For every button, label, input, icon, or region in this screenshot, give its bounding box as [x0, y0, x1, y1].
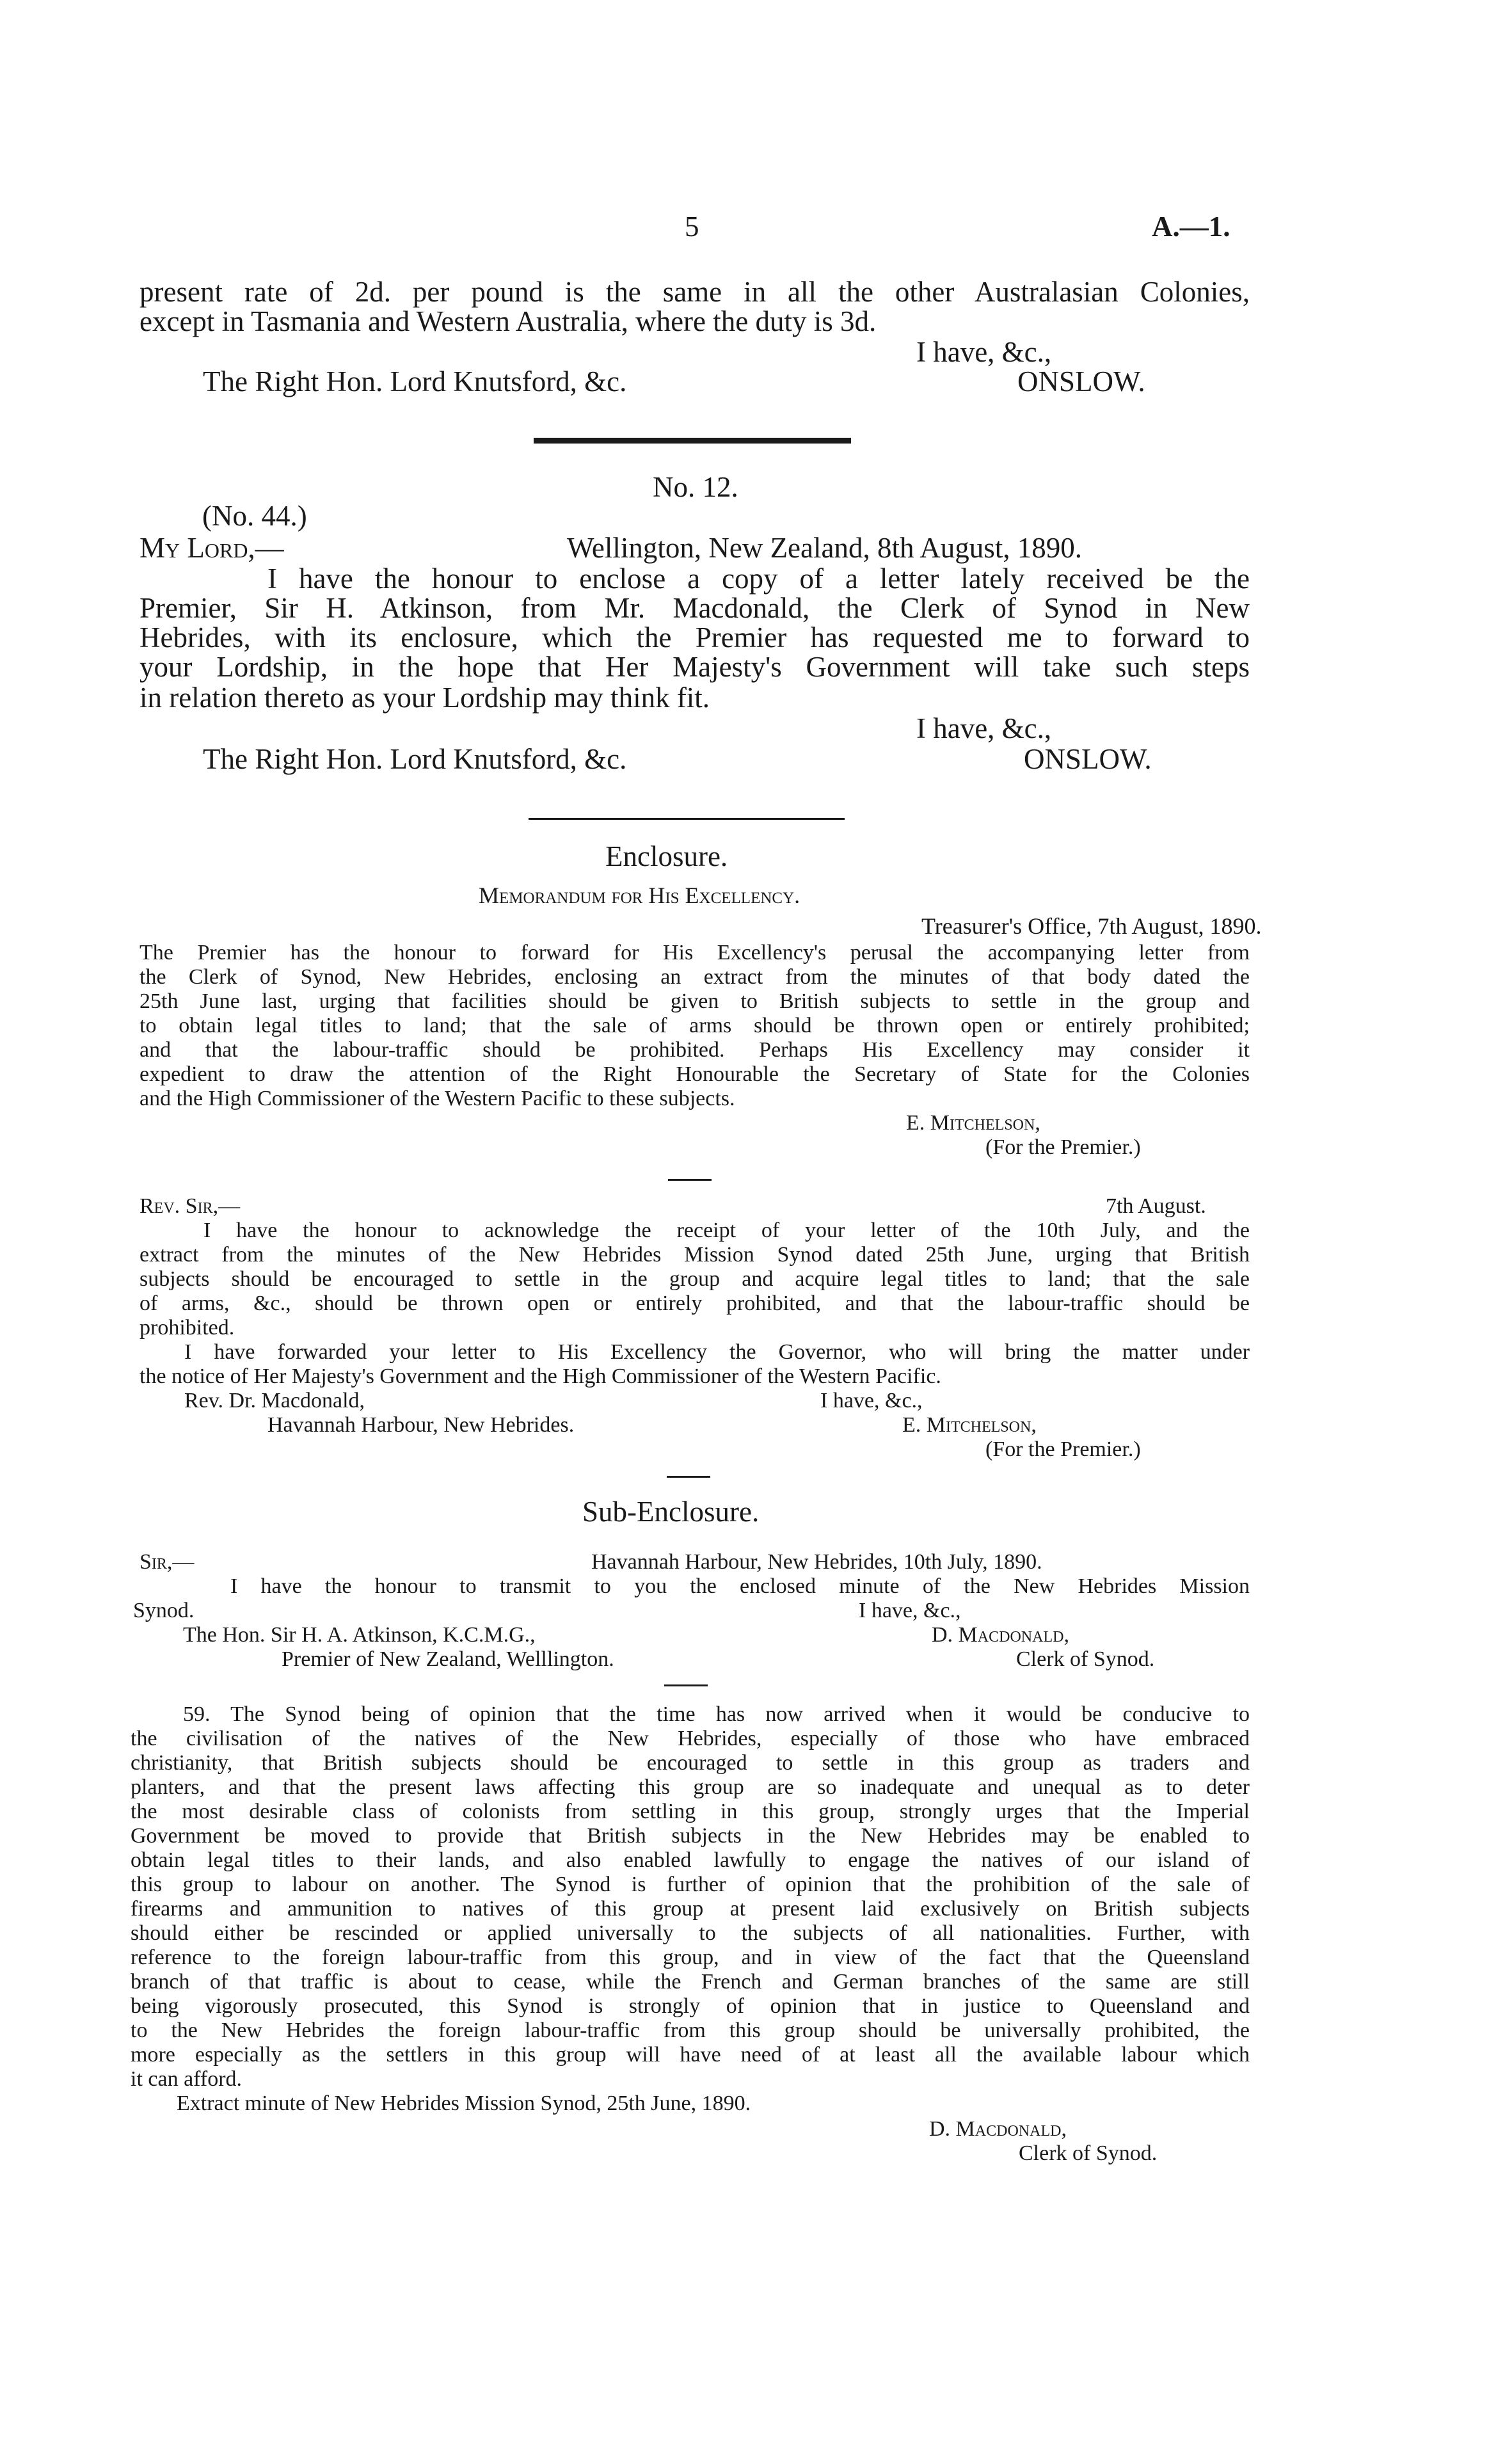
reply-line: the notice of Her Majesty's Government and the High Commissioner of the Western Pacific.	[139, 1364, 941, 1388]
memo-line: 25th June last, urging that facilities should be given to British subjects to settle in the group and	[139, 989, 1250, 1013]
body-line: Hebrides, with its enclosure, which the Premier has requested me to forward to	[139, 621, 1250, 653]
minute-line: more especially as the settlers in this group will have need of at least all the available labour which	[131, 2043, 1250, 2067]
place-date: Wellington, New Zealand, 8th August, 1890.	[567, 532, 1083, 564]
minute-line: to the New Hebrides the foreign labour-traffic from this group should be universally prohibited, the	[131, 2019, 1250, 2042]
memo-line: expedient to draw the attention of the Right Honourable the Secretary of State for the Colonies	[139, 1062, 1250, 1086]
minute-line: reference to the foreign labour-traffic from this group, and in view of the fact that the Queensland	[131, 1946, 1250, 1969]
memorandum-heading: Memorandum for His Excellency.	[479, 883, 800, 908]
closing: I have, &c.,	[820, 1389, 923, 1412]
memo-line: and that the labour-traffic should be prohibited. Perhaps His Excellency may consider it	[139, 1038, 1250, 1062]
minute-line: firearms and ammunition to natives of this group at present laid exclusively on British subjects	[131, 1897, 1250, 1921]
signer-role: (For the Premier.)	[985, 1135, 1141, 1159]
signature: ONSLOW.	[1017, 365, 1145, 397]
addressee: Premier of New Zealand, Welllington.	[282, 1647, 614, 1671]
section-divider	[529, 818, 845, 820]
extract-line: Extract minute of New Hebrides Mission Synod, 25th June, 1890.	[177, 2092, 751, 2115]
minute-line: the most desirable class of colonists from settling in this group, strongly urges that the Imperial	[131, 1800, 1250, 1823]
reply-line: of arms, &c., should be thrown open or entirely prohibited, and that the labour-traffic should be	[139, 1292, 1250, 1315]
reference-number: (No. 44.)	[202, 500, 307, 532]
memo-line: The Premier has the honour to forward for His Excellency's perusal the accompanying letter from	[139, 941, 1250, 964]
enclosure-heading: Enclosure.	[605, 840, 728, 872]
place-date: Havannah Harbour, New Hebrides, 10th July, 1890.	[591, 1550, 1042, 1574]
minute-line: it can afford.	[131, 2067, 243, 2091]
short-divider	[667, 1476, 710, 1478]
signer: E. Mitchelson,	[906, 1111, 1040, 1135]
body-line: except in Tasmania and Western Australia, where the duty is 3d.	[139, 305, 877, 337]
minute-line: branch of that traffic is about to cease, while the French and German branches of the same are still	[131, 1970, 1250, 1994]
body-line: present rate of 2d. per pound is the same in all the other Australasian Colonies,	[139, 276, 1250, 308]
minute-line: Government be moved to provide that British subjects in the New Hebrides may be enabled to	[131, 1824, 1250, 1848]
office-date: Treasurer's Office, 7th August, 1890.	[921, 913, 1262, 939]
addressee: Rev. Dr. Macdonald,	[184, 1389, 365, 1412]
reply-line: I have forwarded your letter to His Excellency the Governor, who will bring the matter under	[184, 1340, 1250, 1364]
signer: D. Macdonald,	[929, 2117, 1067, 2141]
minute-line: should either be rescinded or applied universally to the subjects of all nationalities. Further, with	[131, 1921, 1250, 1945]
memo-line: to obtain legal titles to land; that the sale of arms should be thrown open or entirely prohibited;	[139, 1014, 1250, 1037]
body-line: in relation thereto as your Lordship may think fit.	[139, 682, 710, 714]
reply-line: extract from the minutes of the New Hebrides Mission Synod dated 25th June, urging that British	[139, 1243, 1250, 1267]
section-heading: No. 12.	[653, 471, 738, 503]
minute-line: christianity, that British subjects should be encouraged to settle in this group as traders and	[131, 1751, 1250, 1775]
memo-line: the Clerk of Synod, New Hebrides, enclosing an extract from the minutes of that body dated the	[139, 965, 1250, 989]
closing: I have, &c.,	[916, 712, 1052, 744]
short-divider	[668, 1179, 712, 1181]
page-number: 5	[685, 211, 699, 243]
minute-line: 59. The Synod being of opinion that the time has now arrived when it would be conducive to	[183, 1702, 1250, 1726]
addressee: The Right Hon. Lord Knutsford, &c.	[203, 743, 627, 775]
signer: E. Mitchelson,	[902, 1413, 1037, 1437]
minute-line: the civilisation of the natives of the New Hebrides, especially of those who have embraced	[131, 1727, 1250, 1750]
signer-role: Clerk of Synod.	[1016, 1647, 1155, 1671]
sub-enclosure-heading: Sub-Enclosure.	[582, 1496, 760, 1528]
body-line: Premier, Sir H. Atkinson, from Mr. Macdonald, the Clerk of Synod in New	[139, 592, 1250, 624]
minute-line: planters, and that the present laws affecting this group are so inadequate and unequal as to deter	[131, 1775, 1250, 1799]
minute-line: being vigorously prosecuted, this Synod is strongly of opinion that in justice to Queensland and	[131, 1994, 1250, 2018]
minute-line: obtain legal titles to their lands, and also enabled lawfully to engage the natives of our island of	[131, 1848, 1250, 1872]
closing: I have, &c.,	[916, 336, 1052, 368]
addressee: The Right Hon. Lord Knutsford, &c.	[203, 365, 627, 397]
reply-line: prohibited.	[139, 1316, 235, 1340]
closing: I have, &c.,	[859, 1599, 961, 1622]
section-divider	[534, 438, 851, 444]
reply-line: subjects should be encouraged to settle in the group and acquire legal titles to land; that the sale	[139, 1267, 1250, 1291]
sub-enclosure-line: Synod.	[133, 1599, 195, 1622]
minute-line: this group to labour on another. The Synod is further of opinion that the prohibition of the sale of	[131, 1873, 1250, 1896]
salutation: Sir,—	[139, 1550, 195, 1574]
signer-role: (For the Premier.)	[985, 1437, 1141, 1461]
memo-line: and the High Commissioner of the Western Pacific to these subjects.	[139, 1087, 735, 1110]
signer-role: Clerk of Synod.	[1019, 2141, 1158, 2165]
salutation: Rev. Sir,—	[139, 1194, 241, 1218]
body-line: I have the honour to enclose a copy of a letter lately received be the	[267, 563, 1250, 595]
signature: ONSLOW.	[1024, 743, 1152, 775]
sub-enclosure-line: I have the honour to transmit to you the enclosed minute of the New Hebrides Mission	[230, 1574, 1250, 1598]
document-reference: A.—1.	[1152, 211, 1230, 243]
addressee: The Hon. Sir H. A. Atkinson, K.C.M.G.,	[183, 1623, 536, 1647]
signer: D. Macdonald,	[932, 1623, 1069, 1647]
letter-date: 7th August.	[1106, 1194, 1206, 1218]
addressee: Havannah Harbour, New Hebrides.	[267, 1413, 575, 1437]
body-line: your Lordship, in the hope that Her Majesty's Government will take such steps	[139, 651, 1250, 683]
short-divider	[664, 1684, 708, 1686]
salutation: My Lord,—	[139, 532, 284, 564]
reply-line: I have the honour to acknowledge the receipt of your letter of the 10th July, and the	[203, 1219, 1250, 1242]
